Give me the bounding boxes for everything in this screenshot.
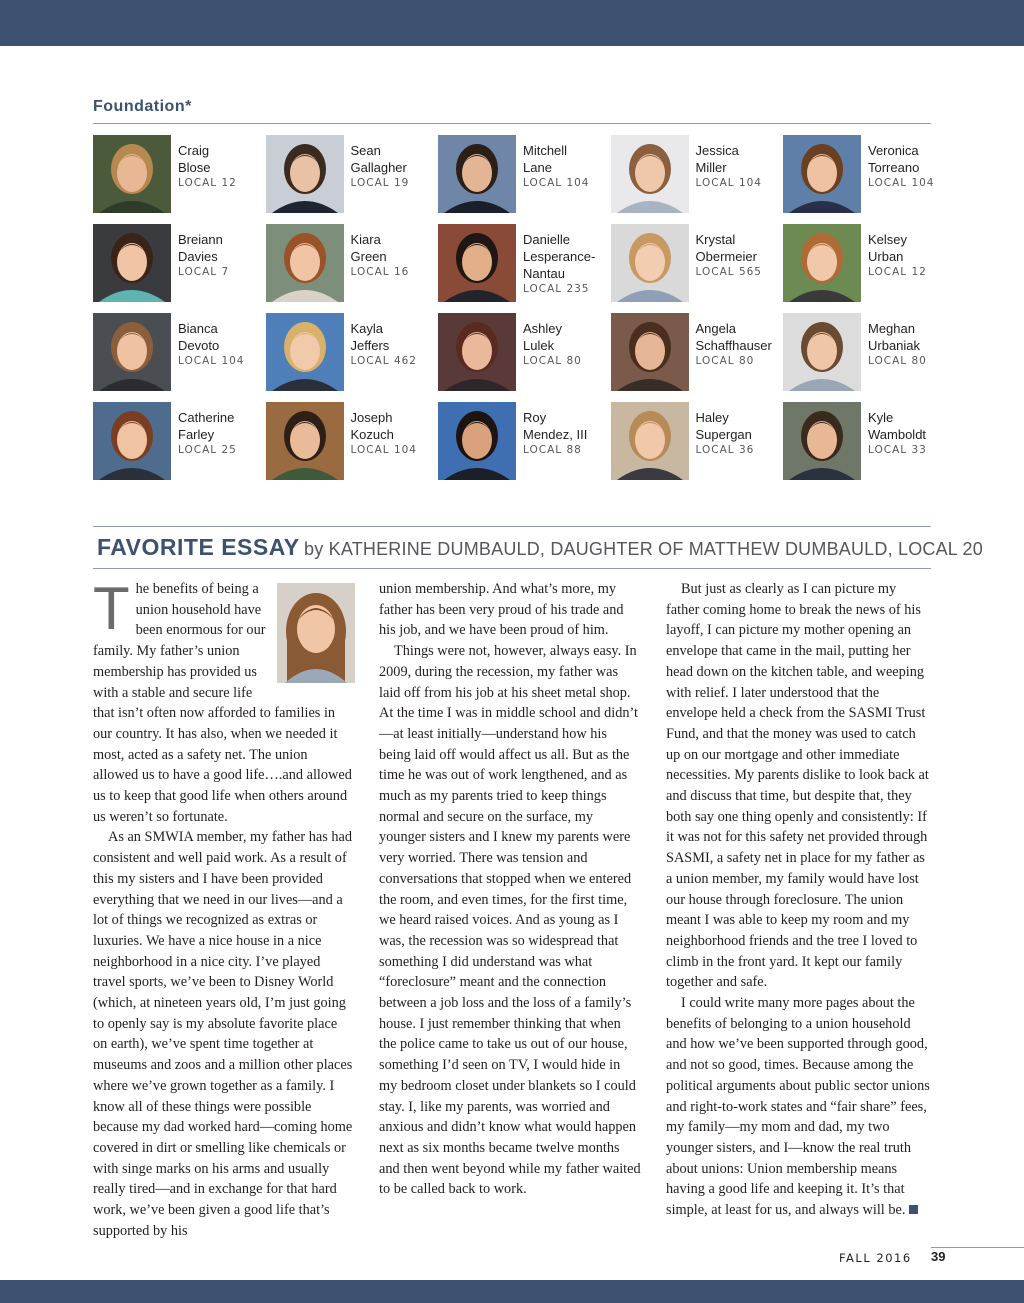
recipient-photo [611,135,689,213]
recipient-card [266,402,438,482]
recipient-photo [438,224,516,302]
recipient-name: Haley Supergan [695,410,752,442]
recipient-local: LOCAL 104 [523,177,590,189]
recipient-local: LOCAL 16 [350,266,410,278]
recipient-local: LOCAL 80 [523,355,582,367]
recipient-name: Breiann Davies [178,232,223,264]
essay-top-rule [93,526,931,527]
recipient-name: Mitchell Lane [523,143,568,175]
recipient-name: Catherine Farley [178,410,235,442]
recipient-photo [611,224,689,302]
essay-bottom-rule [93,568,931,569]
top-color-band [0,0,1024,46]
recipient-name: Veronica Torreano [868,143,920,175]
essay-column-1 [93,575,355,1242]
recipient-photo [266,135,344,213]
recipient-card [783,313,955,393]
recipient-name: Jessica Miller [695,143,739,175]
recipient-name: Bianca Devoto [178,321,220,353]
recipient-name: Kelsey Urban [868,232,908,264]
recipient-card [438,313,610,393]
recipient-name: Craig Blose [178,143,211,175]
recipient-photo [783,224,861,302]
recipient-local: LOCAL 104 [178,355,245,367]
recipient-card [611,402,783,482]
recipient-local: LOCAL 565 [695,266,762,278]
essay-header [97,534,983,564]
recipient-photo [438,313,516,391]
recipient-card [783,135,955,215]
recipient-card [93,402,265,482]
recipient-photo [266,313,344,391]
drop-cap: T [93,575,130,642]
footer-issue: FALL 2016 [839,1251,912,1265]
recipient-name: Kyle Wamboldt [868,410,927,442]
section-title: Foundation* [93,98,192,115]
recipient-photo [93,313,171,391]
essay-author-photo [277,583,355,683]
recipient-name: Sean Gallagher [350,143,407,175]
recipient-card [93,224,265,304]
recipient-card [266,224,438,304]
recipient-name: Kayla Jeffers [350,321,390,353]
page-number: 39 [931,1249,946,1264]
recipient-local: LOCAL 104 [868,177,935,189]
recipient-photo [611,313,689,391]
recipient-photo [438,135,516,213]
recipient-grid [93,135,953,481]
recipient-photo [93,135,171,213]
essay-col1-para2: As an SMWIA member, my father has had consistent and well paid work. As a result of this my sisters and I have been provided everything that we need in our lives—and a lot of things we recognized as extras or luxuries. We have a nice house in a nice neighborhood in a nice city. I’ve played travel sports, we’ve been to Disney World (which, at nineteen years old, I’m just going to openly say is my absolute favorite place on earth), we’ve spent time together at museums and zoos and a million other places where we’ve grown together as a family. I know all of these things were possible because my dad worked hard—coming home covered in dirt or smelling like chemicals or with singe marks on his arms and usually really tired—and in exchange for that hard work, we’ve been given a good life that’s supported by his [93,829,353,1239]
essay-col1-para1: he benefits of being a union household have been enormous for our family. My father’s union membership has provided us with a stable and secure life that isn’t often now afforded to families in our country. It has also, when we needed it most, acted as a safety net. The union allowed us to have a good life….and allowed us to keep that good life when others around us weren’t so fortunate. [93,581,352,825]
essay-column-3 [666,579,932,1221]
essay-title: FAVORITE ESSAY [97,534,300,560]
recipient-card [783,224,955,304]
recipient-photo [611,402,689,480]
recipient-local: LOCAL 80 [695,355,755,367]
recipient-name: Angela Schaffhauser [695,321,772,353]
recipient-photo [266,224,344,302]
recipient-name: Ashley Lulek [523,321,563,353]
recipient-card [611,313,783,393]
recipient-photo [783,135,861,213]
section-rule [93,123,931,124]
recipient-local: LOCAL 12 [178,177,237,189]
recipient-card [783,402,955,482]
recipient-local: LOCAL 36 [695,444,755,456]
recipient-photo [93,224,171,302]
recipient-name: Joseph Kozuch [350,410,394,442]
essay-column-2 [379,579,641,1200]
recipient-card [611,135,783,215]
recipient-local: LOCAL 33 [868,444,927,456]
recipient-local: LOCAL 19 [350,177,410,189]
recipient-name: Krystal Obermeier [695,232,757,264]
recipient-name: Roy Mendez, III [523,410,588,442]
recipient-photo [266,402,344,480]
recipient-local: LOCAL 25 [178,444,237,456]
recipient-card [438,224,610,304]
essay-byline: by KATHERINE DUMBAULD, DAUGHTER OF MATTHEW DUMBAULD, LOCAL 20 [304,539,983,559]
bottom-color-band [0,1280,1024,1303]
recipient-card [438,402,610,482]
end-mark-icon [909,1205,918,1214]
recipient-name: Danielle Lesperance- Nantau [523,232,596,281]
recipient-local: LOCAL 80 [868,355,927,367]
recipient-card [438,135,610,215]
recipient-card [611,224,783,304]
essay-col2-para2: Things were not, however, always easy. In 2009, during the recession, my father was laid off from his job at his sheet metal shop. At the time I was in middle school and didn’t—at least initially—understand how his being laid off would affect us all. But as the time he was out of work lengthened, and as much as my parents tried to keep things normal and secure on the surface, my younger sisters and I knew my parents were very worried. There was tension and conversations that stopped when we entered the room, and even times, for the first time, we heard raised voices. And as young as I was, the recession was so widespread that something I did understand was what “foreclosure” meant and the connection between a job loss and the loss of a family’s house. I just remember thinking that when the police came to take us out of our house, something I’d seen on TV, I would hide in my bedroom closet under blankets so I could stay. I, like my parents, was worried and anxious and didn’t know what would happen next as six months became twelve months and then went beyond while my father waited to be called back to work. [379,643,641,1198]
recipient-name: Kiara Green [350,232,387,264]
recipient-card [266,313,438,393]
recipient-local: LOCAL 104 [350,444,417,456]
recipient-card [266,135,438,215]
essay-col3-para1: But just as clearly as I can picture my father coming home to break the news of his layoff, I can picture my mother opening an envelope that came in the mail, putting her head down on the kitchen table, and weeping with relief. I later understood that the envelope held a check from the SASMI Trust Fund, and that the money was used to catch up on our mortgage and other immediate necessities. My parents dislike to look back at and discuss that time, but despite that, they both say one thing openly and consistently: If it was not for this safety net provided through SASMI, a safety net in place for my father as a union member, my family would have lost our house through foreclosure. The union meant I was able to keep my room and my neighborhood friends and the tree I loved to climb in the front yard. It kept our family together and safe. [666,581,929,991]
recipient-photo [438,402,516,480]
recipient-local: LOCAL 88 [523,444,582,456]
recipient-local: LOCAL 12 [868,266,927,278]
recipient-photo [783,402,861,480]
recipient-local: LOCAL 462 [350,355,417,367]
recipient-card [93,313,265,393]
recipient-local: LOCAL 104 [695,177,762,189]
recipient-name: Meghan Urbaniak [868,321,921,353]
recipient-photo [783,313,861,391]
essay-col2-para1: union membership. And what’s more, my father has been very proud of his trade and his job, and we have been proud of him. [379,581,624,639]
recipient-card [93,135,265,215]
footer-rule [931,1247,1024,1248]
recipient-local: LOCAL 235 [523,283,590,295]
recipient-local: LOCAL 7 [178,266,230,278]
recipient-photo [93,402,171,480]
essay-col3-para2: I could write many more pages about the benefits of belonging to a union household and how we’ve been supported through good, and not so good, times. Because among the political arguments about public sector unions and right-to-work states and “fair share” fees, my family—my mom and dad, my two younger sisters, and I—know the real truth about unions: Union membership means having a good life and keeping it. It’s that simple, at least for us, and always will be. [666,995,930,1219]
